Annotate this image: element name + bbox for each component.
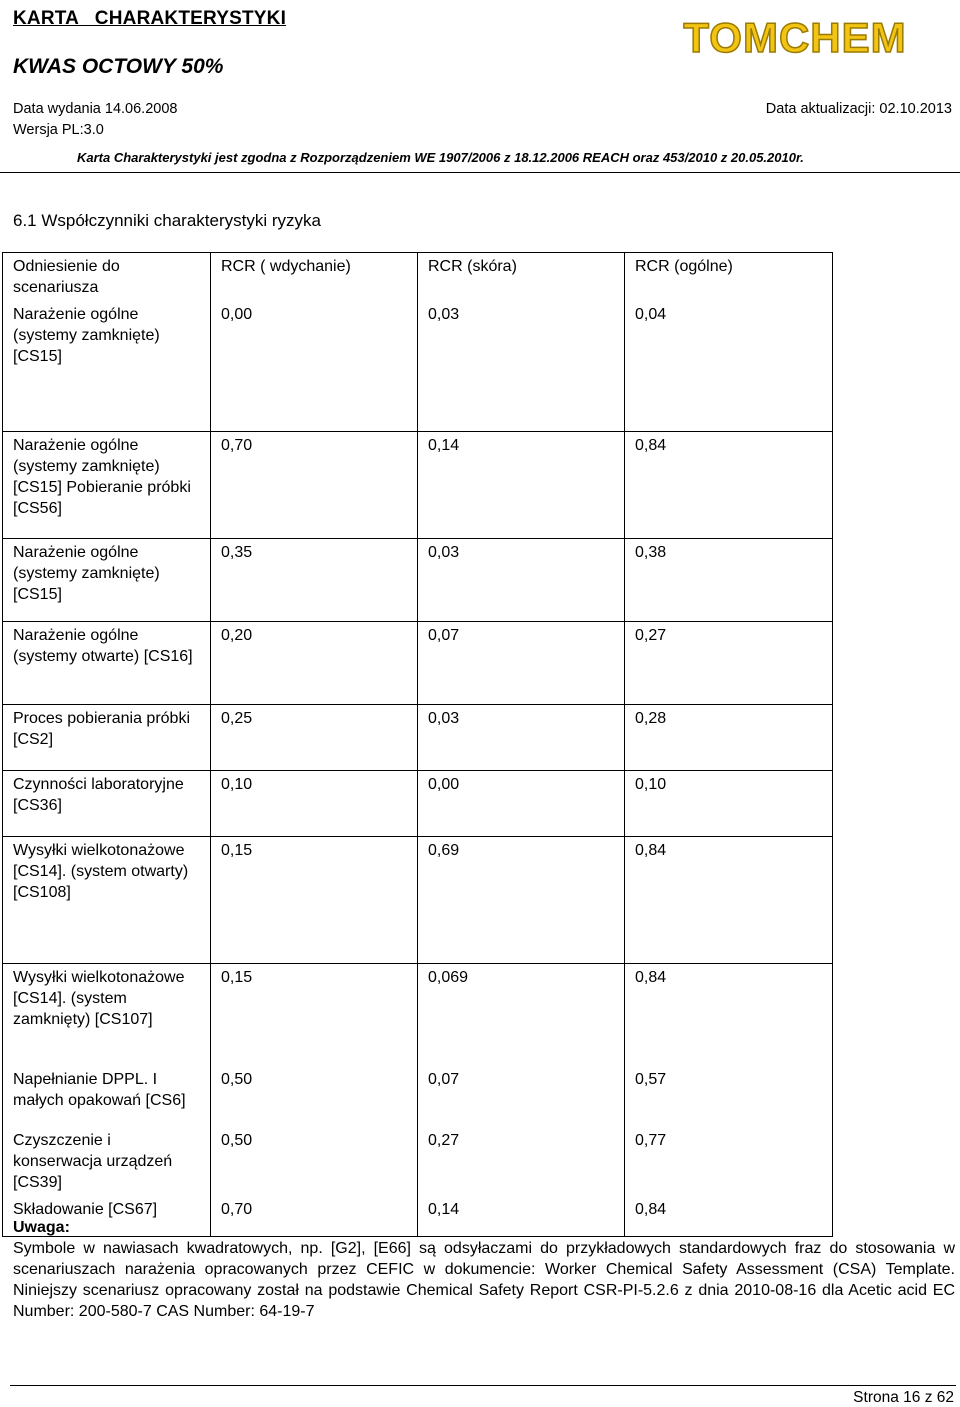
value-cell: 0,35 <box>211 539 418 622</box>
value-cell: 0,84 <box>625 1196 833 1237</box>
table-row <box>3 432 833 539</box>
table-row <box>3 1127 833 1196</box>
scenario-cell: Napełnianie DPPL. I małych opakowań [CS6] <box>3 1066 211 1127</box>
remark-text: Symbole w nawiasach kwadratowych, np. [G2], [E66] są odsyłaczami do przykładowych standardowych fraz do stosowania w scenariuszach narażenia opracowanych przez CEFIC w dokumencie: Worker Chemical Safety Assessment (CSA) Template. Niniejszy scenariusz opracowany został na podstawie Chemical Safety Report CSR-PI-5.2.6 z dnia 2010-08-16 dla Acetic acid EC Number: 200-580-7 CAS Number: 64-19-7 <box>13 1240 955 1320</box>
value-cell: 0,14 <box>418 1196 625 1237</box>
header-cell: Odniesienie do scenariusza <box>3 253 211 302</box>
scenario-cell: Narażenie ogólne (systemy zamknięte) [CS15] <box>3 301 211 432</box>
table-row <box>3 705 833 771</box>
page-number: Strona 16 z 62 <box>853 1389 954 1406</box>
product-name: KWAS OCTOWY 50% <box>13 55 224 78</box>
compliance-note: Karta Charakterystyki jest zgodna z Rozporządzeniem WE 1907/2006 z 18.12.2006 REACH oraz 453/2010 z 20.05.2010r. <box>77 150 804 165</box>
scenario-cell: Składowanie [CS67] <box>3 1196 211 1237</box>
table-header-row <box>3 253 833 302</box>
value-cell: 0,00 <box>418 771 625 837</box>
section-title: 6.1 Współczynniki charakterystyki ryzyka <box>13 211 321 230</box>
scenario-cell: Wysyłki wielkotonażowe [CS14]. (system zamknięty) [CS107] <box>3 964 211 1067</box>
value-cell: 0,77 <box>625 1127 833 1196</box>
scenario-cell: Narażenie ogólne (systemy otwarte) [CS16] <box>3 622 211 705</box>
value-cell: 0,10 <box>625 771 833 837</box>
value-cell: 0,03 <box>418 539 625 622</box>
remark-label: Uwaga: <box>13 1219 70 1236</box>
value-cell: 0,07 <box>418 1066 625 1127</box>
value-cell: 0,069 <box>418 964 625 1067</box>
value-cell: 0,28 <box>625 705 833 771</box>
value-cell: 0,03 <box>418 301 625 432</box>
scenario-cell: Narażenie ogólne (systemy zamknięte) [CS15] Pobieranie próbki [CS56] <box>3 432 211 539</box>
header-cell: RCR (skóra) <box>418 253 625 302</box>
rcr-table <box>2 252 833 1237</box>
value-cell: 0,57 <box>625 1066 833 1127</box>
value-cell: 0,15 <box>211 964 418 1067</box>
value-cell: 0,70 <box>211 1196 418 1237</box>
footer-divider <box>10 1385 956 1386</box>
table-row <box>3 964 833 1067</box>
table-row <box>3 622 833 705</box>
value-cell: 0,84 <box>625 432 833 539</box>
version: Wersja PL:3.0 <box>13 122 104 138</box>
value-cell: 0,07 <box>418 622 625 705</box>
value-cell: 0,27 <box>625 622 833 705</box>
value-cell: 0,38 <box>625 539 833 622</box>
remark-block <box>13 1217 955 1322</box>
doc-type-title: KARTA CHARAKTERYSTYKI <box>13 8 287 29</box>
table-row <box>3 837 833 964</box>
value-cell: 0,14 <box>418 432 625 539</box>
scenario-cell: Wysyłki wielkotonażowe [CS14]. (system otwarty) [CS108] <box>3 837 211 964</box>
tomchem-logo <box>670 4 920 74</box>
value-cell: 0,00 <box>211 301 418 432</box>
scenario-cell: Narażenie ogólne (systemy zamknięte) [CS15] <box>3 539 211 622</box>
header-cell: RCR ( wdychanie) <box>211 253 418 302</box>
value-cell: 0,03 <box>418 705 625 771</box>
table-row <box>3 771 833 837</box>
value-cell: 0,50 <box>211 1066 418 1127</box>
value-cell: 0,04 <box>625 301 833 432</box>
issue-date: Data wydania 14.06.2008 <box>13 101 178 117</box>
value-cell: 0,69 <box>418 837 625 964</box>
scenario-cell: Czyszczenie i konserwacja urządzeń [CS39] <box>3 1127 211 1196</box>
value-cell: 0,84 <box>625 964 833 1067</box>
scenario-cell: Proces pobierania próbki [CS2] <box>3 705 211 771</box>
header-divider <box>0 172 960 173</box>
header-cell: RCR (ogólne) <box>625 253 833 302</box>
value-cell: 0,84 <box>625 837 833 964</box>
value-cell: 0,15 <box>211 837 418 964</box>
value-cell: 0,50 <box>211 1127 418 1196</box>
logo-text: TOMCHEM <box>683 14 907 61</box>
value-cell: 0,10 <box>211 771 418 837</box>
value-cell: 0,25 <box>211 705 418 771</box>
table-row <box>3 1066 833 1127</box>
value-cell: 0,70 <box>211 432 418 539</box>
scenario-cell: Czynności laboratoryjne [CS36] <box>3 771 211 837</box>
table-row <box>3 301 833 432</box>
value-cell: 0,27 <box>418 1127 625 1196</box>
value-cell: 0,20 <box>211 622 418 705</box>
update-date: Data aktualizacji: 02.10.2013 <box>765 101 952 117</box>
table-row <box>3 539 833 622</box>
